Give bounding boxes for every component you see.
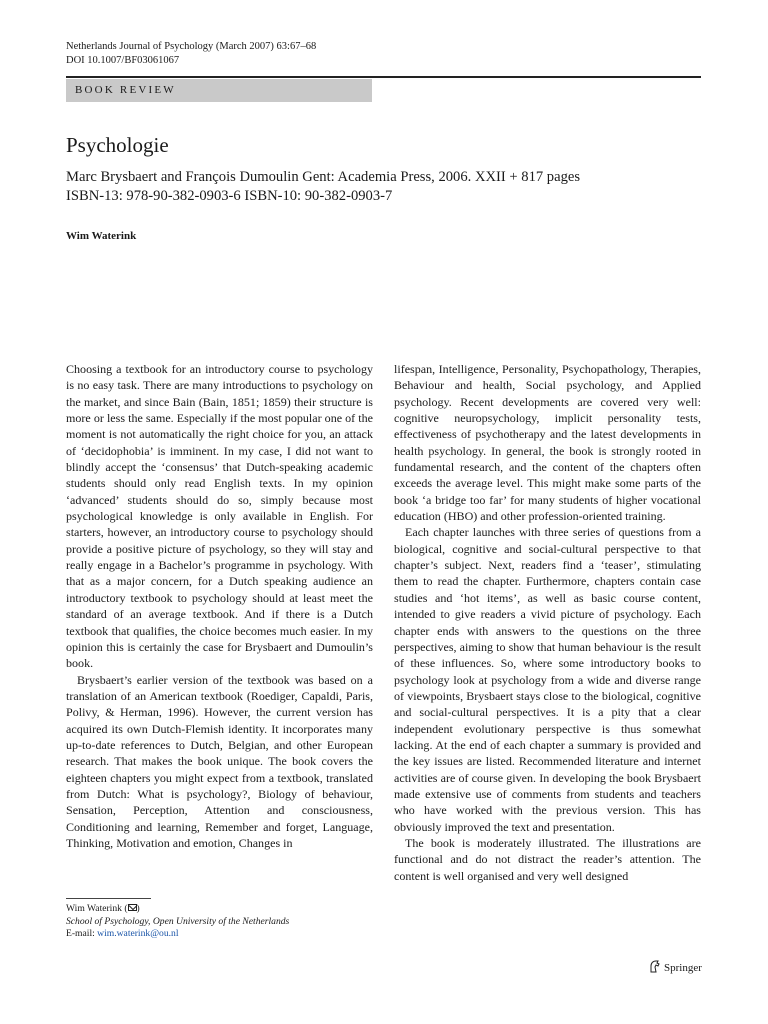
publisher-name: Springer bbox=[664, 962, 702, 974]
section-label: BOOK REVIEW bbox=[66, 79, 372, 102]
left-column bbox=[66, 361, 373, 851]
book-details bbox=[66, 168, 706, 206]
envelope-icon bbox=[128, 904, 137, 911]
journal-citation: Netherlands Journal of Psychology (March 2007) 63:67–68 bbox=[66, 41, 317, 52]
doi-line: DOI 10.1007/BF03061067 bbox=[66, 55, 180, 66]
paragraph: The book is moderately illustrated. The illustrations are functional and do not distract the reader’s attention. The content is well organised and very well designed bbox=[394, 835, 701, 883]
footnote-author-close: ) bbox=[136, 903, 140, 914]
book-isbn: ISBN-13: 978-90-382-0903-6 ISBN-10: 90-382-0903-7 bbox=[66, 188, 393, 204]
publisher-logo bbox=[649, 960, 702, 976]
footnote-author-line bbox=[66, 903, 289, 916]
right-column bbox=[394, 361, 701, 884]
article-title: Psychologie bbox=[66, 133, 169, 157]
footnote-author: Wim Waterink ( bbox=[66, 903, 128, 914]
book-citation: Marc Brysbaert and François Dumoulin Gent: Academia Press, 2006. XXII + 817 pages bbox=[66, 169, 581, 185]
paragraph: lifespan, Intelligence, Personality, Psychopathology, Therapies, Behaviour and health, Social psychology, and Applied psychology. Recent developments are covered very well: cognitive neuropsychology, implicit personality tests, effectiveness of psychotherapy and the latest developments in health psychology. In general, the book is strongly rooted in fundamental research, and the content of the chapters often exceeds the average level. This might make some parts of the book ‘a bridge too far’ for many students of higher vocational education (HBO) and other profession-oriented training. bbox=[394, 362, 701, 524]
springer-horse-icon bbox=[649, 960, 661, 976]
footnote-rule bbox=[66, 898, 151, 899]
footnote-affiliation: School of Psychology, Open University of the Netherlands bbox=[66, 915, 290, 927]
paragraph: Brysbaert’s earlier version of the textbook was based on a translation of an American textbook (Roediger, Capaldi, Paris, Polivy, & Herman, 1996). However, the current version has acquired its own Dutch-Flemish identity. It incorporates many up-to-date references to Dutch, Belgian, and other European research. That makes the book unique. The book covers the eighteen chapters you might expect from a textbook, translated from Dutch: What is psychology?, Biology of behaviour, Sensation, Perception, Attention and consciousness, Conditioning and learning, Remember and forget, Language, Thinking, Motivation and emotion, Changes in bbox=[66, 672, 373, 850]
author-footnote bbox=[66, 903, 289, 941]
header-rule bbox=[66, 76, 701, 78]
journal-header bbox=[66, 40, 316, 68]
paragraph: Each chapter launches with three series of questions from a biological, cognitive and social-cultural perspective to that chapter’s subject. Next, readers find a ‘teaser’, stimulating them to read the chapter. Furthermore, chapters contain case studies and ‘hot items’, as well as basic course content, intended to give readers a vivid picture of psychology. Each chapter ends with answers to the questions on the three perspectives, aiming to show that human behaviour is the result of these influences. So, where some introductory books to psychology look at psychology from a wide and diverse range of viewpoints, Brysbaert stays close to the biological, cognitive and social-cultural perspectives. It is a pity that a clear independent evolutionary perspective is thus somewhat lacking. At the end of each chapter a summary is provided and the key issues are listed. Recommended literature and internet activities are of course given. In developing the book Brysbaert made extensive use of comments from students and teachers who have worked with the previous version. This has obviously improved the text and presentation. bbox=[394, 525, 701, 834]
footnote-email-line bbox=[66, 928, 289, 941]
email-link[interactable]: wim.waterink@ou.nl bbox=[97, 928, 179, 939]
paragraph: Choosing a textbook for an introductory course to psychology is no easy task. There are many introductions to psychology on the market, and since Bain (Bain, 1851; 1859) their structure is more or less the same. Especially if the most popular one of the moment is not automatically the right choice for you, an attack of ‘decidophobia’ is imminent. In my case, I did not want to blindly accept the ‘consensus’ that Dutch-speaking academic students should only read English texts. In my opinion ‘advanced’ students should do so, simply because most psychological knowledge is only available in English. For starters, however, an introductory course to psychology should provide a positive picture of psychology, so they will stay and really engage in a Bachelor’s programme in psychology. With that as a major concern, for a Dutch speaking audience an introductory textbook to psychology should at least meet the standard of an average textbook. And if there is a Dutch textbook that qualifies, the choice becomes much easier. In my opinion this is certainly the case for Brysbaert and Dumoulin’s book. bbox=[66, 362, 373, 671]
review-author: Wim Waterink bbox=[66, 230, 137, 242]
email-label: E-mail: bbox=[66, 928, 98, 939]
